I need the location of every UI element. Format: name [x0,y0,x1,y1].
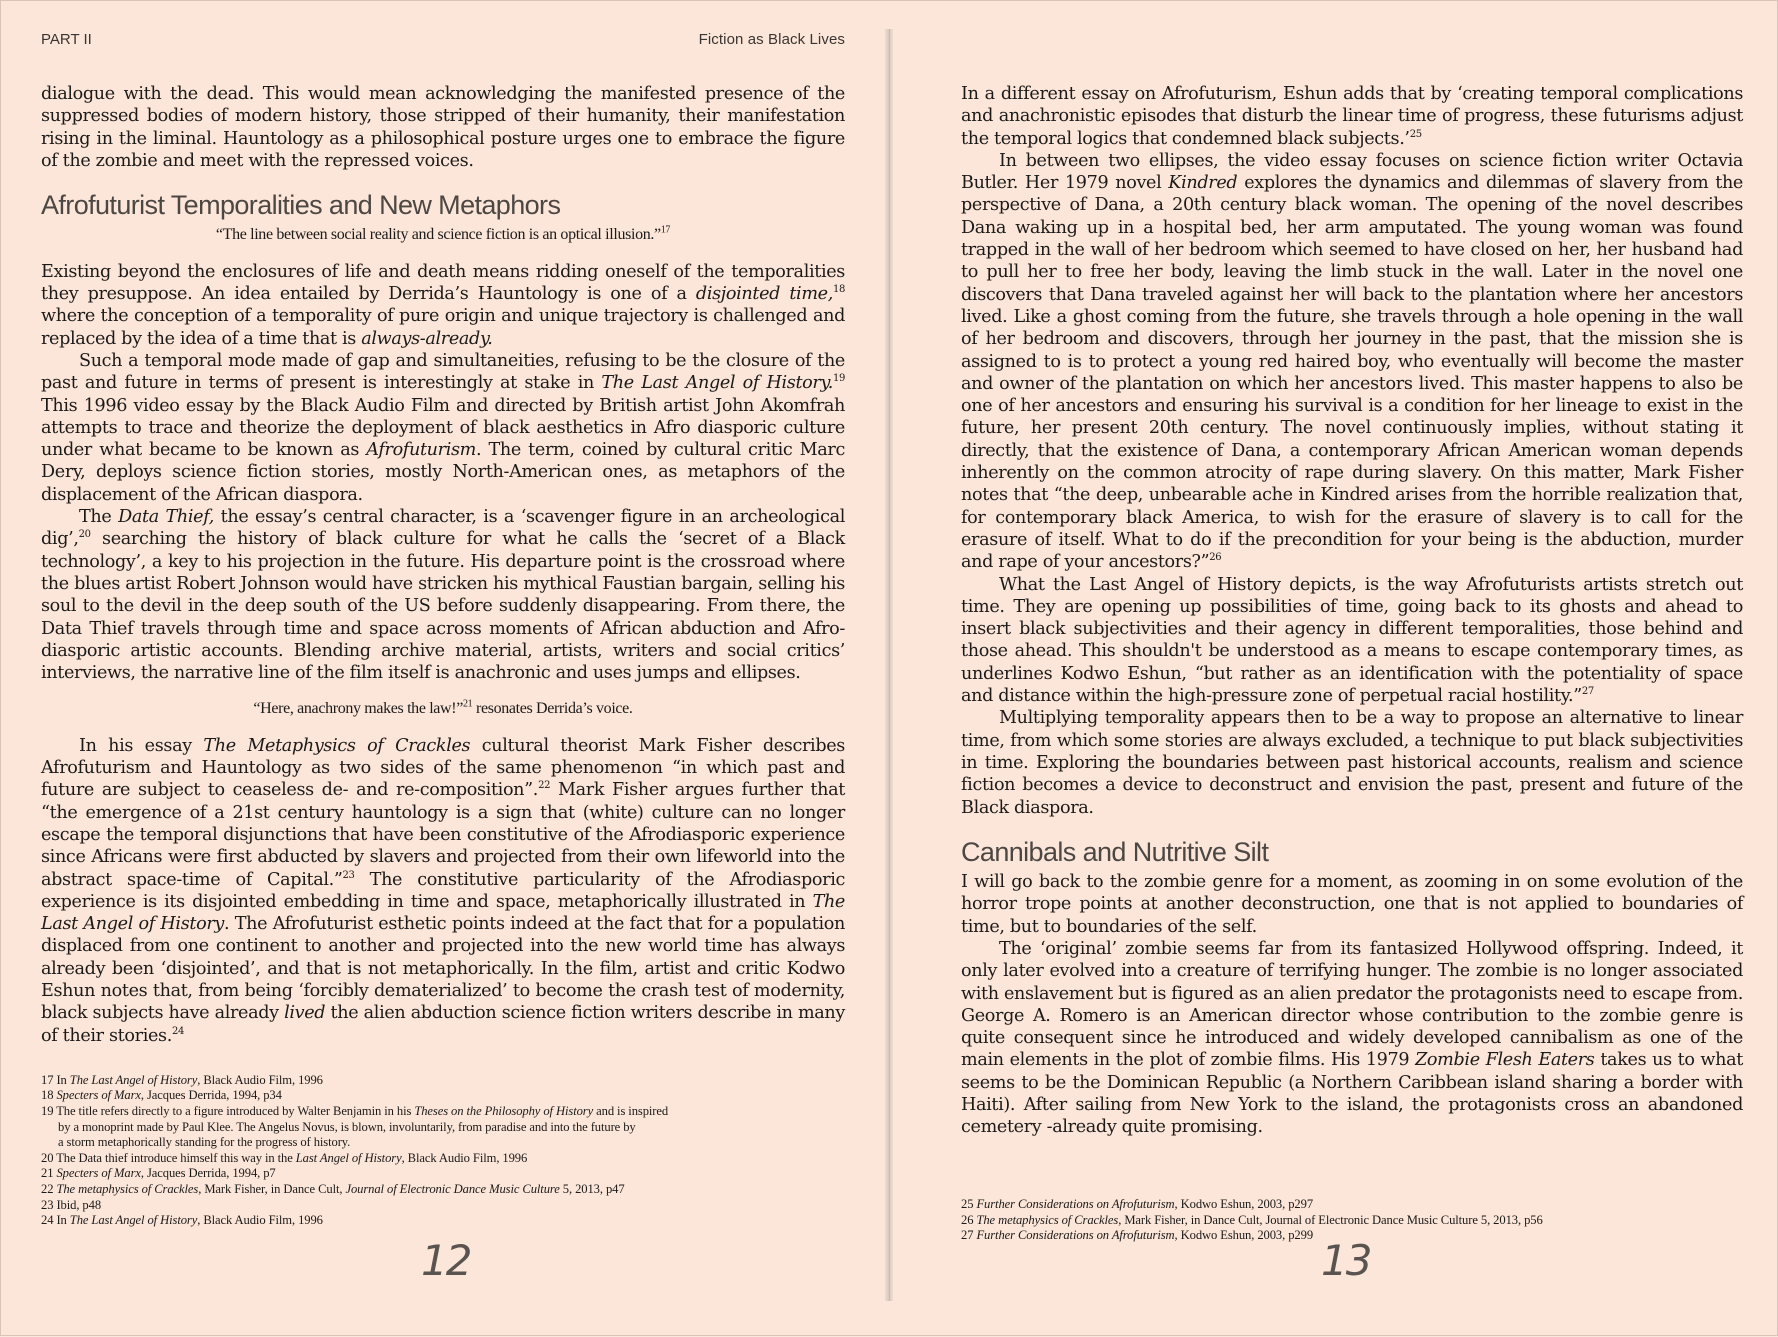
fn-text: , Black Audio Film, 1996 [401,1150,528,1165]
fn-text: , Jacques Derrida, 1994, p34 [140,1088,282,1103]
text-run: cultural theorist Mark Fisher describes Afrofuturism and Hauntology as two sides of the same phenomenon “in which past and future are subject to ceaseless de- and re-composition”. [41,735,845,801]
page-number: 13 [1321,1236,1371,1285]
text-run: In between two ellipses, the video essay focuses on science fiction writer Octavia Butler. Her 1979 novel [961,150,1743,194]
fn-continuation: by a monoprint made by Paul Klee. The Angelus Novus, is blown, involuntarily, from paradise and into the future by [58,1119,636,1134]
footnote-ref: 21 [463,699,473,711]
footnote-ref: 20 [78,529,91,541]
text-run: Mark Fisher argues further that “the emergence of a 21st century hauntology is a sign that (white) culture can no longer escape the temporal disjunctions that have been constitutive of the Afrodiasporic experience since Africans were first abducted by slavers and projected from their own lifeworld into the abstract space-time of Capital.” [41,780,845,890]
fn-italic: Journal of Electronic Dance Music Culture [345,1182,560,1197]
right-body [961,83,1743,1139]
text-run: The [79,507,119,528]
text-run-italic: The Metaphysics of Crackles [203,735,471,756]
fn-text: , Kodwo Eshun, 2003, p299 [1174,1228,1314,1243]
footnote-25 [961,1197,1743,1213]
footnote-22 [41,1182,845,1198]
text-run: What the Last Angel of History depicts, is the way Afrofuturists artists stretch out time. They are opening up possibilities of time, going back to its ghosts and ahead to insert black subjectivities and their agency in different temporalities, those behind and those ahead. This shouldn't be understood as a means to escape contemporary times, as underlines Kodwo Eshun, “but rather as an identification with the potentiality of space and distance within the high-pressure zone of perpetual racial hostility.” [961,574,1743,707]
fn-italic: Specters of Marx [56,1088,141,1103]
text-run: In a different essay on Afrofuturism, Eshun adds that by ‘creating temporal complications and anachronistic episodes that disturb the linear time of progress, these futurisms adjust the temporal logics that condemned black subjects.’ [961,84,1743,149]
gutter-line [889,29,890,1301]
fn-italic: The Last Angel of History [69,1213,198,1228]
fn-text: 18 [41,1088,57,1103]
fn-text: 25 [961,1197,977,1211]
footnote-ref: 27 [1581,686,1594,698]
fn-text: 21 [41,1166,57,1181]
text-run: Existing beyond the enclosures of life and death means ridding oneself of the temporalities they presuppose. An idea entailed by Derrida’s Hauntology is one of a [41,261,845,305]
paragraph: Multiplying temporality appears then to be a way to propose an alternative to linear time, from which some stories are always excluded, a technique to put black subjectivities in time. Exploring the boundaries between past historical accounts, realism and science fiction becomes a device to deconstruct and envision the past, present and future of the Black diaspora. [961,708,1743,818]
paragraph [961,150,1743,574]
text-run-italic: always-already. [361,328,493,349]
text-run: The constitutive particularity of the Afrodiasporic experience is its disjointed embedding in time and space, metaphorically illustrated in [41,869,845,912]
fn-text: 24 In [41,1213,70,1228]
footnote-20 [41,1151,845,1167]
footnote-ref: 17 [660,225,671,237]
footnote-19 [41,1104,845,1151]
running-head-right [961,31,1743,57]
paragraph [41,506,845,684]
quote-tail: resonates Derrida’s voice. [472,700,633,718]
fn-text: and is inspired [593,1104,669,1119]
footnote-23: 23 Ibid, p48 [41,1197,102,1212]
part-label: PART II [41,31,92,48]
footnotes-left [41,1073,845,1229]
paragraph [41,261,845,350]
fn-text: , Black Audio Film, 1996 [197,1213,323,1228]
running-head-left [41,31,845,57]
footnote-ref: 19 [832,373,846,385]
text-run: explores the dynamics and dilemmas of slavery from the perspective of Dana, a 20th century black woman. The opening of the novel describes Dana waking up in a hospital bed, her arm amputated. The young woman was found trapped in the wall of her bedroom which seemed to have closed on her, her husband had to pull her to free her body, leaving the limb stuck in the wall. Later in the novel one discovers that Dana traveled against her will back to the plantation where her ancestors lived. Like a ghost coming from the future, she travels through a hole opening in the wall of her bedroom and discovers, through her journey in the past, that the mission she is assigned to is to protect a young red haired boy, who eventually will become the master and owner of the plantation on which her ancestors lived. This master happens to also be one of her ancestors and ensuring his survival is a condition for her lineage to exist in the future, her present 20th century. The novel continuously implies, without stating it directly, that the existence of Dana, a contemporary African American woman depends inherently on the common atrocity of rape during slavery. On this matter, Mark Fisher notes that “the deep, unbearable ache in Kindred arises from the horrible realization that, for contemporary black America, to wish for the erasure of slavery is to call for the erasure of itself. What to do if the precondition for your being is the abduction, murder and rape of your ancestors?” [961,173,1743,573]
fn-text: 5, 2013, p47 [559,1182,625,1197]
fn-continuation: a storm metaphorically standing for the progress of history. [58,1135,351,1150]
fn-text: , Mark Fisher, in Dance Cult, [198,1182,346,1197]
text-run-italic: The Last Angel of History [41,891,845,935]
paragraph: dialogue with the dead. This would mean acknowledging the manifested presence of the suppressed bodies of modern history, those stripped of their humanity, their manifestation rising in the liminal. Hauntology as a philosophical posture urges one to embrace the figure of the zombie and meet with the repressed voices. [41,84,845,171]
fn-text: , Kodwo Eshun, 2003, p297 [1174,1197,1314,1211]
text-run-italic: Zombie Flesh Eaters [1415,1050,1595,1071]
fn-text: 27 [961,1228,977,1243]
fn-italic: The metaphysics of Crackles [976,1212,1119,1227]
text-run: . The term, coined by cultural critic Marc Dery, deploys science fiction stories, mostly North-American ones, as metaphors of the displacement of the African diaspora. [41,440,845,505]
text-run: the essay’s central character, is a ‘scavenger figure in an archeological dig’, [41,507,846,550]
footnote-ref: 26 [1209,552,1222,564]
paragraph [961,574,1743,708]
paragraph [961,83,1743,150]
paragraph: I will go back to the zombie genre for a moment, as zooming in on some evolution of the horror trope points at another deconstruction, one that is not applied to boundaries of time, but to boundaries of the self. [961,872,1743,937]
footnote-ref: 22 [538,780,551,792]
page-number: 12 [421,1236,471,1285]
fn-text: 26 [961,1212,977,1227]
footnote-24 [41,1213,845,1229]
footnote-ref: 25 [1409,128,1422,140]
text-run-italic: Data Thief, [118,507,214,528]
fn-italic: Theses on the Philosophy of History [414,1104,594,1119]
fn-italic: Further Considerations on Afrofuturism [976,1197,1175,1211]
text-run: the alien abduction science fiction writers describe in many of their stories. [41,1003,845,1046]
footnote-26 [961,1213,1743,1229]
fn-italic: Further Considerations on Afrofuturism [976,1228,1175,1243]
fn-text: 19 The title refers directly to a figure introduced by Walter Benjamin in his [41,1104,415,1119]
quote-text: “Here, anachrony makes the law!” [253,700,463,718]
fn-italic: Last Angel of History [295,1150,402,1165]
fn-text: 20 The Data thief introduce himself this way in the [41,1150,296,1165]
chapter-title: Fiction as Black Lives [698,31,845,48]
fn-text: , Black Audio Film, 1996 [197,1072,323,1087]
right-page [893,1,1778,1337]
left-page [1,1,885,1337]
text-run-italic: disjointed time, [695,284,833,305]
text-run-italic: Kindred [1168,173,1238,194]
text-run-italic: Afrofuturism [366,440,477,461]
quote-text: “The line between social reality and science fiction is an optical illusion.” [215,226,661,244]
fn-italic: The Last Angel of History [69,1072,198,1087]
fn-text: 22 [41,1182,57,1197]
paragraph [41,350,845,506]
text-run: where the conception of a temporality of pure origin and unique trajectory is challenged and replaced by the idea of a time that is [41,306,845,349]
fn-text: , Mark Fisher, in Dance Cult, Journal of Electronic Dance Music Culture 5, 2013, p56 [1118,1212,1543,1227]
footnote-ref: 18 [832,284,845,296]
section-heading: Cannibals and Nutritive Silt [961,836,1269,867]
text-run: Such a temporal mode made of gap and simultaneities, refusing to be the closure of the past and future in terms of present is interestingly at stake in [41,350,845,394]
footnote-17 [41,1073,845,1089]
text-run: This 1996 video essay by the Black Audio Film and directed by British artist John Akomfrah attempts to trace and theorize the deployment of black aesthetics in Afro diasporic culture under what became to be known as [41,395,845,461]
fn-text: 17 In [41,1072,70,1087]
fn-italic: The metaphysics of Crackles [56,1182,199,1197]
left-body [41,83,845,1047]
text-run: The ‘original’ zombie seems far from its fantasized Hollywood offspring. Indeed, it only later evolved into a creature of terrifying hunger. The zombie is no longer associated with enslavement but is figured as an alien predator the protagonists need to escape from. George A. Romero is an American director whose contribution to the zombie genre is quite consequent since he introduced and widely developed cannibalism as one of the main elements in the plot of zombie films. His 1979 [961,938,1743,1071]
fn-text: , Jacques Derrida, 1994, p7 [140,1166,276,1181]
text-run-italic: The Last Angel of History. [601,373,833,394]
pull-quote [41,698,845,720]
footnote-18 [41,1088,845,1104]
paragraph [961,938,1743,1139]
text-run: In his essay [79,735,204,756]
paragraph [41,735,845,1047]
footnote-ref: 23 [342,869,355,881]
text-run: takes us to what seems to be the Dominican Republic (a Northern Caribbean island sharing a border with Haiti). After sailing from New York to the island, the protagonists cross an abandoned cemetery -already quite promising. [961,1050,1743,1138]
text-run-italic: lived [284,1003,326,1024]
fn-italic: Specters of Marx [56,1166,141,1181]
text-run: . The Afrofuturist esthetic points indeed at the fact that for a population displaced from one continent to another and projected into the new world time has always already been ‘disjointed’, and that is not metaphorically. In the film, artist and critic Kodwo Eshun notes that, from being ‘forcibly dematerialized’ to become the crash test of modernity, black subjects have already [41,914,845,1024]
text-run: searching the history of black culture for what he calls the ‘secret of a Black technology’, a key to his projection in the future. His departure point is the crossroad where the blues artist Robert Johnson would have stricken his mythical Faustian bargain, selling his soul to the devil in the deep south of the US before suddenly disappearing. From there, the Data Thief travels through time and space across moments of African abduction and Afro-diasporic artistic accounts. Blending archive material, artists, writers and social critics’ interviews, the narrative line of the film itself is anachronic and uses jumps and ellipses. [41,529,845,684]
section-heading: Afrofuturist Temporalities and New Metaphors [41,190,561,221]
footnote-21 [41,1166,845,1182]
epigraph-quote [41,224,845,246]
footnote-ref: 24 [171,1025,184,1037]
